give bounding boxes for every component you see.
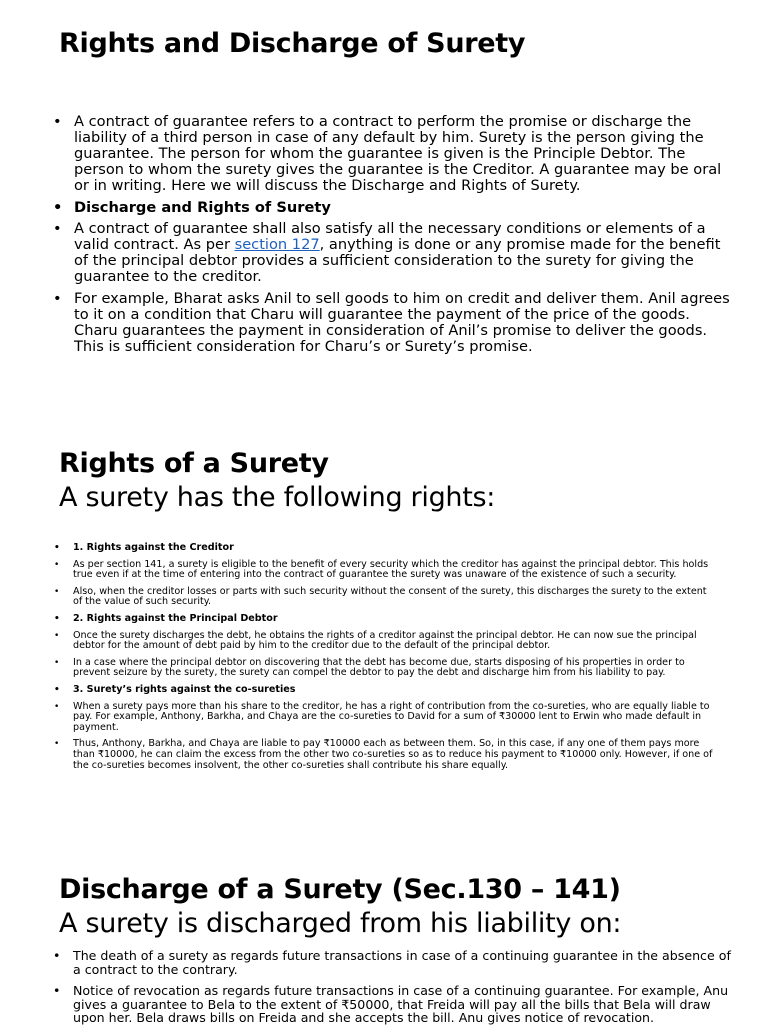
list-item: • Also, when the creditor losses or parts with such security without the consent of the surety, this discharges the surety to the extent of the value of such security.	[73, 587, 713, 608]
slide-title: Discharge of a Surety (Sec.130 – 141)	[59, 874, 621, 905]
list-item: • The death of a surety as regards future transactions in case of a continuing guarantee in the absence of a contract to the contrary.	[73, 949, 735, 976]
list-item-text: , anything is done or any promise made for the benefit of the principal debtor provides a sufficient consideration to the surety for giving the guarantee to the creditor.	[74, 236, 721, 286]
list-item-heading: • 2. Rights against the Principal Debtor	[73, 614, 713, 625]
slide-title: Rights and Discharge of Surety	[59, 28, 526, 59]
bullet-list	[73, 543, 713, 777]
list-item: • As per section 141, a surety is eligible to the benefit of every security which the creditor has against the principal debtor. This holds true even if at the time of entering into the contract of guarantee the surety was unaware of the existence of such a security.	[73, 560, 713, 581]
slide-subtitle: A surety has the following rights:	[59, 482, 496, 513]
bullet-list	[73, 949, 735, 1033]
list-item-heading: • 1. Rights against the Creditor	[73, 543, 713, 554]
list-item: • Notice of revocation as regards future transactions in case of a continuing guarantee. For example, Anu gives a guarantee to Bela to the extent of ₹50000, that Freida will pay all the bills that Bela will draw upon her. Bela draws bills on Freida and she accepts the bill. Anu gives notice of revocation.	[73, 984, 735, 1025]
slide-subtitle: A surety is discharged from his liability on:	[59, 908, 622, 939]
section-127-link[interactable]: section 127	[234, 236, 320, 254]
slide-title: Rights of a Surety	[59, 448, 329, 479]
list-item: • When a surety pays more than his share to the creditor, he has a right of contribution from the co-sureties, who are equally liable to pay. For example, Anthony, Barkha, and Chaya are the co-sureties to David for a sum of ₹30000 lent to Erwin who made default in payment.	[73, 702, 713, 734]
list-item	[74, 221, 734, 285]
list-item: • Thus, Anthony, Barkha, and Chaya are liable to pay ₹10000 each as between them. So, in this case, if any one of them pays more than ₹10000, he can claim the excess from the other two co-sureties so as to reduce his payment to ₹10000 only. However, if one of the co-sureties becomes insolvent, the other co-sureties shall contribute his share equally.	[73, 739, 713, 771]
list-item-text: A contract of guarantee shall also satisfy all the necessary conditions or elements of a valid contract. As per	[74, 220, 706, 254]
list-item-heading: • Discharge and Rights of Surety	[74, 200, 734, 216]
list-item: • For example, Bharat asks Anil to sell goods to him on credit and deliver them. Anil agrees to it on a condition that Charu will guarantee the payment of the price of the goods. Charu guarantees the payment in consideration of Anil’s promise to deliver the goods. This is sufficient consideration for Charu’s or Surety’s promise.	[74, 291, 734, 355]
list-item-heading: • 3. Surety’s rights against the co-sureties	[73, 685, 713, 696]
bullet-list	[74, 114, 734, 361]
list-item: • Once the surety discharges the debt, he obtains the rights of a creditor against the principal debtor. He can now sue the principal debtor for the amount of debt paid by him to the creditor due to the default of the principal debtor.	[73, 631, 713, 652]
list-item: • In a case where the principal debtor on discovering that the debt has become due, starts disposing of his properties in order to prevent seizure by the surety, the surety can compel the debtor to pay the debt and discharge him from his liability to pay.	[73, 658, 713, 679]
list-item: • A contract of guarantee refers to a contract to perform the promise or discharge the liability of a third person in case of any default by him. Surety is the person giving the guarantee. The person for whom the guarantee is given is the Principle Debtor. The person to whom the surety gives the guarantee is the Creditor. A guarantee may be oral or in writing. Here we will discuss the Discharge and Rights of Surety.	[74, 114, 734, 194]
